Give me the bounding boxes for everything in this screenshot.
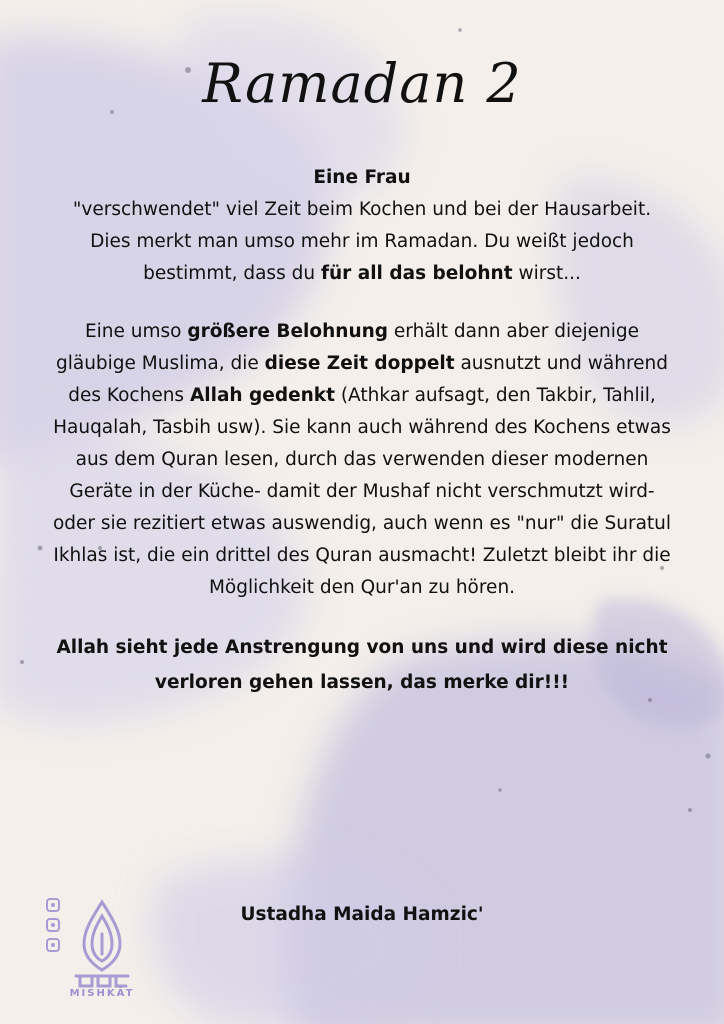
youtube-icon[interactable] bbox=[46, 938, 60, 952]
intro-text-end: wirst... bbox=[512, 263, 581, 284]
main-text-4: (Athkar aufsagt, den Takbir, Tahlil, Hauqalah, Tasbih usw). Sie kann auch während des Kochens etwas aus dem Quran lesen, durch das verwenden dieser modernen Geräte in der Küche- damit der Mushaf nicht verschmutzt wird- oder sie rezitiert etwas auswendig, auch wenn es "nur" die Suratul Ikhlas ist, die ein drittel des Quran ausmacht! Zuletzt bleibt ihr die Möglichkeit den Qur'an zu hören. bbox=[52, 385, 672, 598]
page-title: Ramadan 2 bbox=[202, 52, 522, 115]
main-bold-3: Allah gedenkt bbox=[189, 385, 335, 406]
main-text-3: ausnutzt und während des Kochens bbox=[68, 353, 669, 406]
intro-text: "verschwendet" viel Zeit beim Kochen und bei der Hausarbeit. Dies merkt man umso mehr im Ramadan. Du weißt jedoch bestimmt, dass du bbox=[72, 199, 652, 284]
telegram-icon[interactable] bbox=[46, 918, 60, 932]
intro-lead: Eine Frau bbox=[313, 167, 411, 188]
intro-bold: für all das belohnt bbox=[320, 263, 513, 284]
paragraph-main bbox=[52, 316, 672, 604]
closing-statement: Allah sieht jede Anstrengung von uns und wird diese nicht verloren gehen lassen, das merke dir!!! bbox=[56, 637, 668, 693]
main-bold-1: größere Belohnung bbox=[187, 321, 389, 342]
logo-text: MISHKĀT bbox=[69, 988, 135, 999]
paragraph-intro bbox=[52, 162, 672, 290]
main-text-2: erhält dann aber diejenige gläubige Muslima, die bbox=[55, 321, 640, 374]
body-text bbox=[52, 162, 672, 726]
instagram-icon[interactable] bbox=[46, 898, 60, 912]
main-bold-2: diese Zeit doppelt bbox=[264, 353, 455, 374]
main-text-1: Eine umso bbox=[84, 321, 188, 342]
author-signature: Ustadha Maida Hamzic' bbox=[240, 904, 484, 925]
